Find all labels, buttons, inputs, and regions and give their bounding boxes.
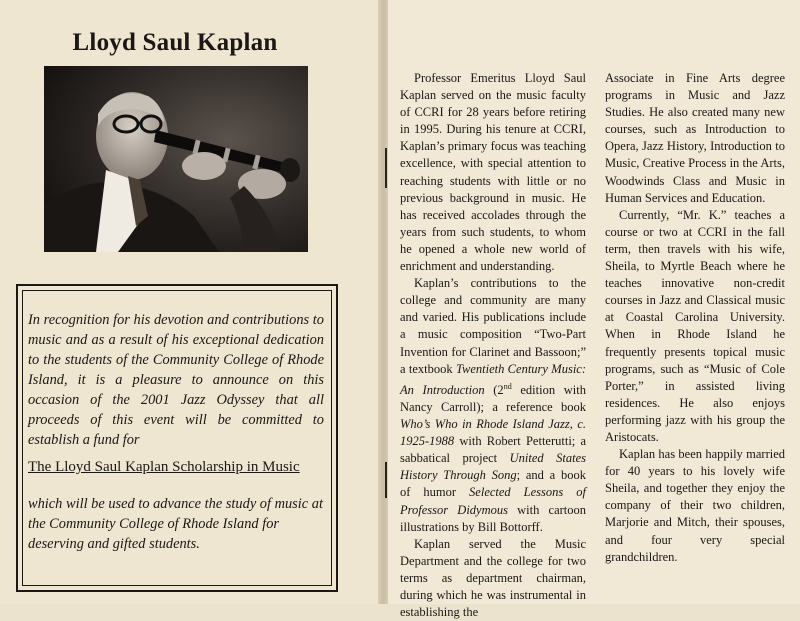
bio-text: edition with Nancy Carroll); a reference book [400,382,586,414]
portrait-photo [44,66,308,252]
bio-paragraph-3: Kaplan served the Music Department and the college for two terms as department chairman, during which he was instrumental in establishing the [400,536,586,620]
bio-text: ; and a book of humor [400,468,586,500]
bio-text: with cartoon illustrations by Bill Bottorff. [400,502,586,534]
tribute-closing: which will be used to advance the study of music at the Community College of Rhode Island for deserving and gifted students. [28,496,323,552]
bio-paragraph-2 [400,275,586,536]
page-title: Lloyd Saul Kaplan [72,28,278,56]
bio-column-2 [605,70,785,566]
bio-text: with Robert Petterutti; a sabbatical project [400,434,586,466]
bio-text: Kaplan’s contributions to the college and community are many and varied. His publications include a music composition “Two-Part Invention for Clarinet and Bassoon;” a textbook [400,276,586,376]
scholarship-name: The Lloyd Saul Kaplan Scholarship in Music [28,459,300,475]
tribute-text: In recognition for his devotion and contributions to music and as a result of his exceptional dedication to the students of the Community College of Rhode Island, it is a pleasure to announce on this occasion of the 2001 Jazz Odyssey that all proceeds of this event will be committed to establish a fund for [28,312,324,448]
tribute-frame [16,284,338,592]
book-title: Who’s Who in Rhode Island Jazz, c. 1925-1988 [400,417,586,449]
bio-paragraph-3-continued: Associate in Fine Arts degree programs in Music and Jazz Studies. He also created many new courses, such as Introduction to Opera, Jazz History, Introduction to Music, Creative Process in the Arts, Woodwinds Class and Music in Human Services and Education. [605,71,785,205]
book-title: United States History Through Song [400,451,586,483]
book-title: Selected Lessons of Professor Didymous [400,485,586,517]
superscript: nd [503,381,512,391]
book-title: Twentieth Century Music: An Introduction [400,361,586,397]
clarinet-player-image [44,66,308,252]
bio-paragraph-4: Currently, “Mr. K.” teaches a course or two at CCRI in the fall term, then travels with his wife, Sheila, to Myrtle Beach where he teaches innovative non-credit courses in Jazz and Classical music at Coastal Carolina University. When in Rhode Island he frequently presents topical music programs, such as “Music of Cole Porter,” in assisted living residences. He also enjoys performing jazz with his group the Aristocats. [605,207,785,444]
margin-mark [385,462,387,498]
bio-column-1 [400,70,586,621]
bio-paragraph-1: Professor Emeritus Lloyd Saul Kaplan served on the music faculty of CCRI for 28 years before retiring in 1995. During his tenure at CCRI, Kaplan’s primary focus was teaching excellence, with special attention to reaching students with little or no previous background in music. He has received accolades through the years from such students, to whom he opened a whole new world of enrichment and understanding. [400,71,586,274]
left-page [0,0,380,604]
bio-paragraph-5: Kaplan has been happily married for 40 years to his lovely wife Sheila, and together they enjoy the company of their two children, Marjorie and Mitch, their spouses, and four very special grandchildren. [605,447,785,564]
margin-mark [385,148,387,188]
bio-text: (2 [484,382,504,397]
